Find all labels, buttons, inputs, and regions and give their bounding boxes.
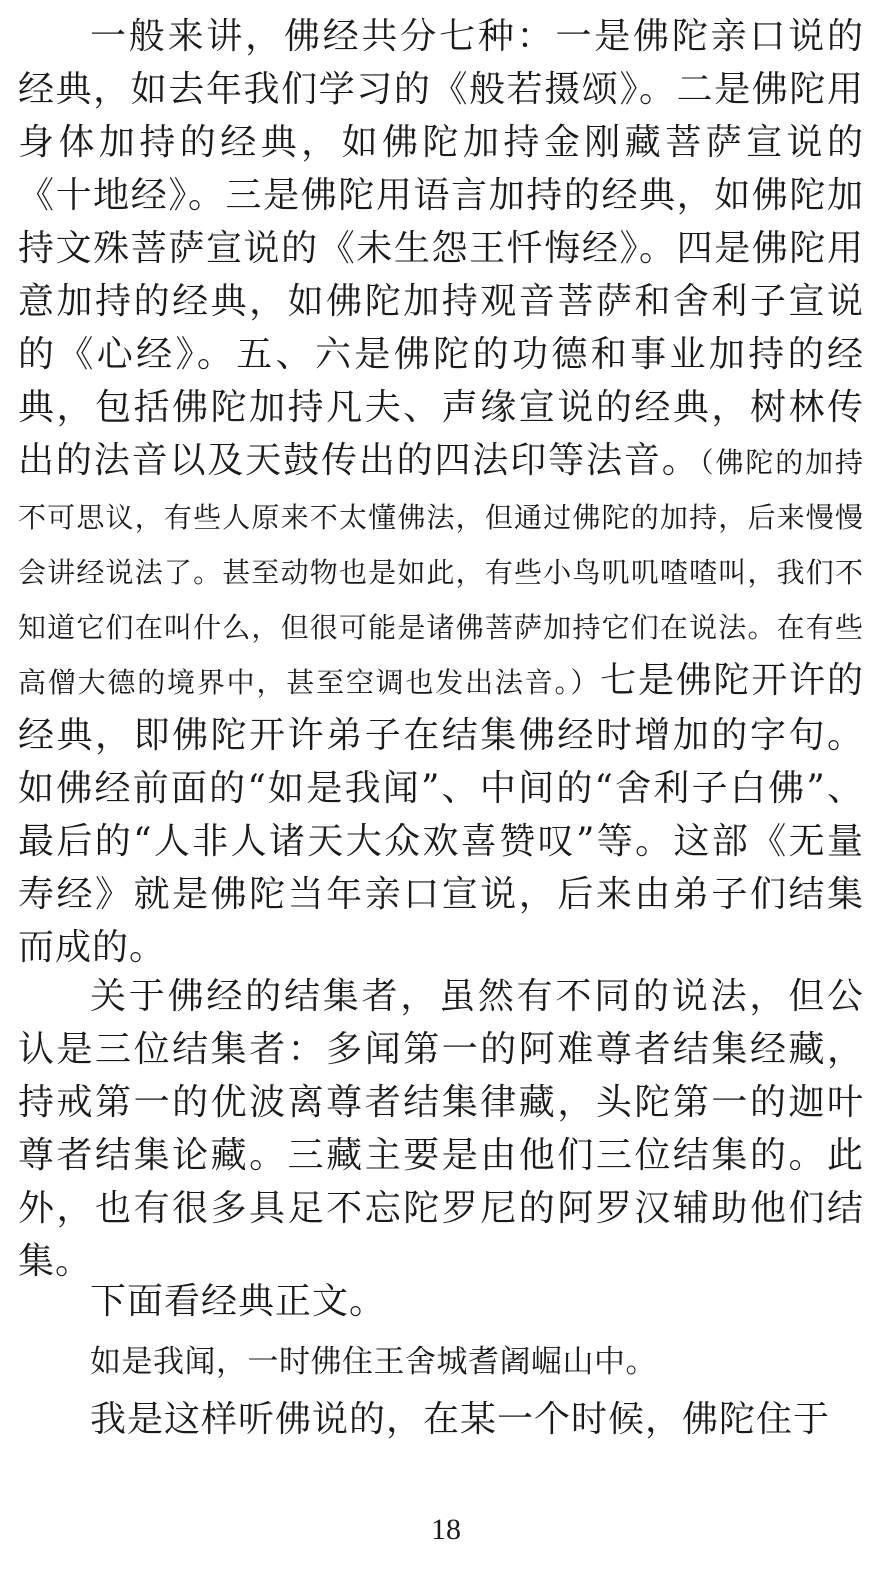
paragraph-compilers bbox=[18, 970, 864, 1288]
paragraph-explanation bbox=[18, 1393, 864, 1446]
page-number: 18 bbox=[431, 1513, 461, 1546]
paragraph-intro-main-text bbox=[18, 1275, 864, 1328]
commentary-note: （佛陀的加持不可思议，有些人原来不太懂佛法，但通过佛陀的加持，后来慢慢会讲经说法了。甚至动物也是如此，有些小鸟叽叽喳喳叫，我们不知道它们在叫什么，但很可能是诸佛菩萨加持它们在说法。在有些高僧大德的境界中，甚至空调也发出法音。） bbox=[18, 446, 864, 699]
paragraph-text bbox=[18, 10, 864, 974]
paragraph-seven-kinds-of-sutras bbox=[18, 10, 864, 974]
paragraph-text: 下面看经典正文。 bbox=[90, 1281, 387, 1322]
main-text-continued: 七是佛陀开许的经典，即佛陀开许弟子在结集佛经时增加的字句。如佛经前面的“如是我闻”、中间的“舍利子白佛”、最后的“人非人诸天大众欢喜赞叹”等。这部《无量寿经》就是佛陀当年亲口宣说，后来由弟子们结集而成的。 bbox=[18, 660, 864, 968]
paragraph-text: 我是这样听佛说的，在某一个时候，佛陀住于 bbox=[90, 1399, 831, 1440]
main-text: 一般来讲，佛经共分七种：一是佛陀亲口说的经典，如去年我们学习的《般若摄颂》。二是佛陀用身体加持的经典，如佛陀加持金刚藏菩萨宣说的《十地经》。三是佛陀用语言加持的经典，如佛陀加持文殊菩萨宣说的《未生怨王忏悔经》。四是佛陀用意加持的经典，如佛陀加持观音菩萨和舍利子宣说的《心经》。五、六是佛陀的功德和事业加持的经典，包括佛陀加持凡夫、声缘宣说的经典，树林传出的法音以及天鼓传出的四法印等法音。 bbox=[18, 16, 864, 481]
paragraph-text: 关于佛经的结集者，虽然有不同的说法，但公认是三位结集者：多闻第一的阿难尊者结集经藏，持戒第一的优波离尊者结集律藏，头陀第一的迦叶尊者结集论藏。三藏主要是由他们三位结集的。此外，也有很多具足不忘陀罗尼的阿罗汉辅助他们结集。 bbox=[18, 976, 864, 1282]
sutra-verse bbox=[18, 1335, 864, 1390]
sutra-verse-text: 如是我闻，一时佛住王舍城耆阇崛山中。 bbox=[90, 1344, 657, 1380]
